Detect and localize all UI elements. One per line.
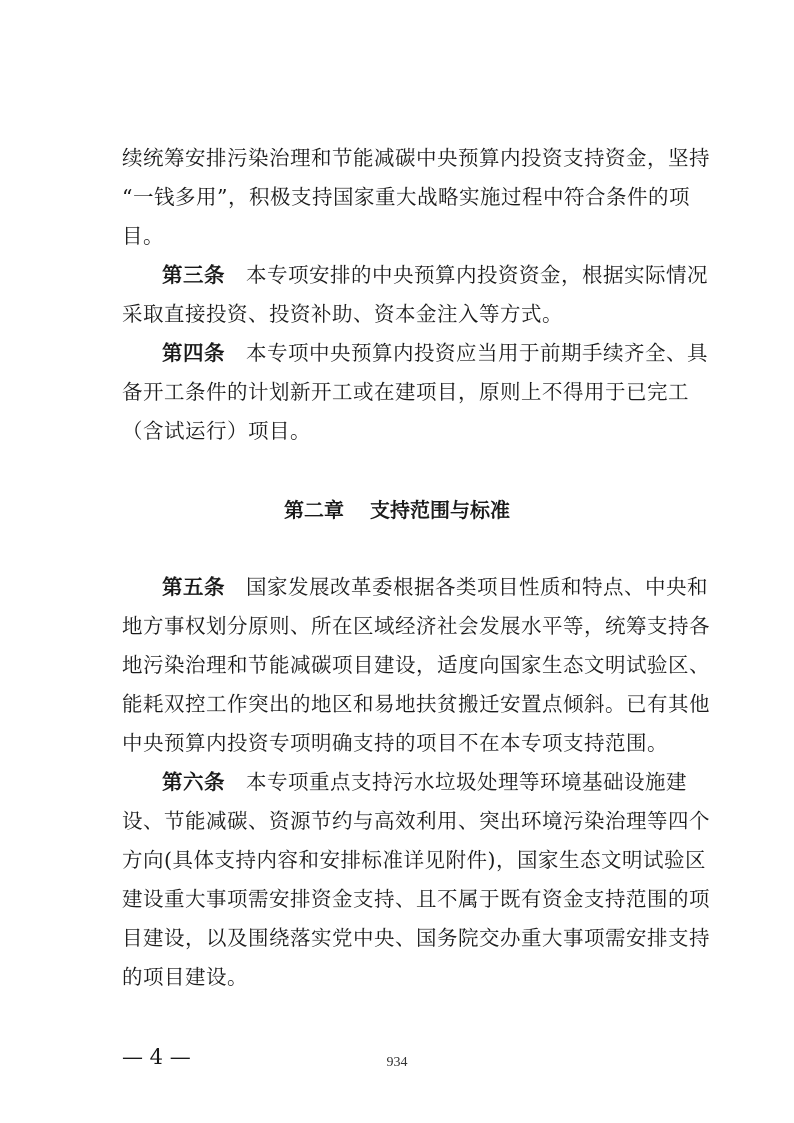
article-5-line: 地污染治理和节能减碳项目建设，适度向国家生态文明试验区、 <box>122 653 710 677</box>
article-5-line: 地方事权划分原则、所在区域经济社会发展水平等，统筹支持各 <box>122 614 710 638</box>
article-6-line: 设、节能减碳、资源节约与高效利用、突出环境污染治理等四个 <box>122 809 710 833</box>
paragraph-line: “一钱多用”，积极支持国家重大战略实施过程中符合条件的项 <box>122 185 690 209</box>
article-4-line: 备开工条件的计划新开工或在建项目，原则上不得用于已完工 <box>122 380 689 404</box>
article-4-label: 第四条 <box>162 341 225 365</box>
article-3-line: 第三条 本专项安排的中央预算内投资资金，根据实际情况 <box>162 263 708 287</box>
chapter-number: 第二章 <box>284 498 344 522</box>
article-6-line: 第六条 本专项重点支持污水垃圾处理等环境基础设施建 <box>162 770 687 794</box>
article-6-label: 第六条 <box>162 770 225 794</box>
article-3-label: 第三条 <box>162 263 225 287</box>
article-5-label: 第五条 <box>162 575 225 599</box>
paragraph-line: 续统筹安排污染治理和节能减碳中央预算内投资支持资金，坚持 <box>122 146 710 170</box>
page-number: 934 <box>386 1055 408 1070</box>
article-5-line: 第五条 国家发展改革委根据各类项目性质和特点、中央和 <box>162 575 708 599</box>
paragraph-line: 目。 <box>122 224 164 248</box>
article-6-line: 目建设，以及围绕落实党中央、国务院交办重大事项需安排支持 <box>122 926 710 950</box>
article-4-line: （含试运行）项目。 <box>122 419 311 443</box>
page-mark: — 4 — <box>122 1045 191 1069</box>
chapter-title: 支持范围与标准 <box>370 498 510 522</box>
article-6-line: 建设重大事项需安排资金支持、且不属于既有资金支持范围的项 <box>122 887 710 911</box>
article-6-line: 方向(具体支持内容和安排标准详见附件)，国家生态文明试验区 <box>122 848 706 872</box>
article-5-line: 能耗双控工作突出的地区和易地扶贫搬迁安置点倾斜。已有其他 <box>122 692 710 716</box>
article-3-line: 采取直接投资、投资补助、资本金注入等方式。 <box>122 302 563 326</box>
article-6-line: 的项目建设。 <box>122 965 248 989</box>
article-5-line: 中央预算内投资专项明确支持的项目不在本专项支持范围。 <box>122 731 668 755</box>
article-4-line: 第四条 本专项中央预算内投资应当用于前期手续齐全、具 <box>162 341 708 365</box>
chapter-heading <box>0 497 794 523</box>
